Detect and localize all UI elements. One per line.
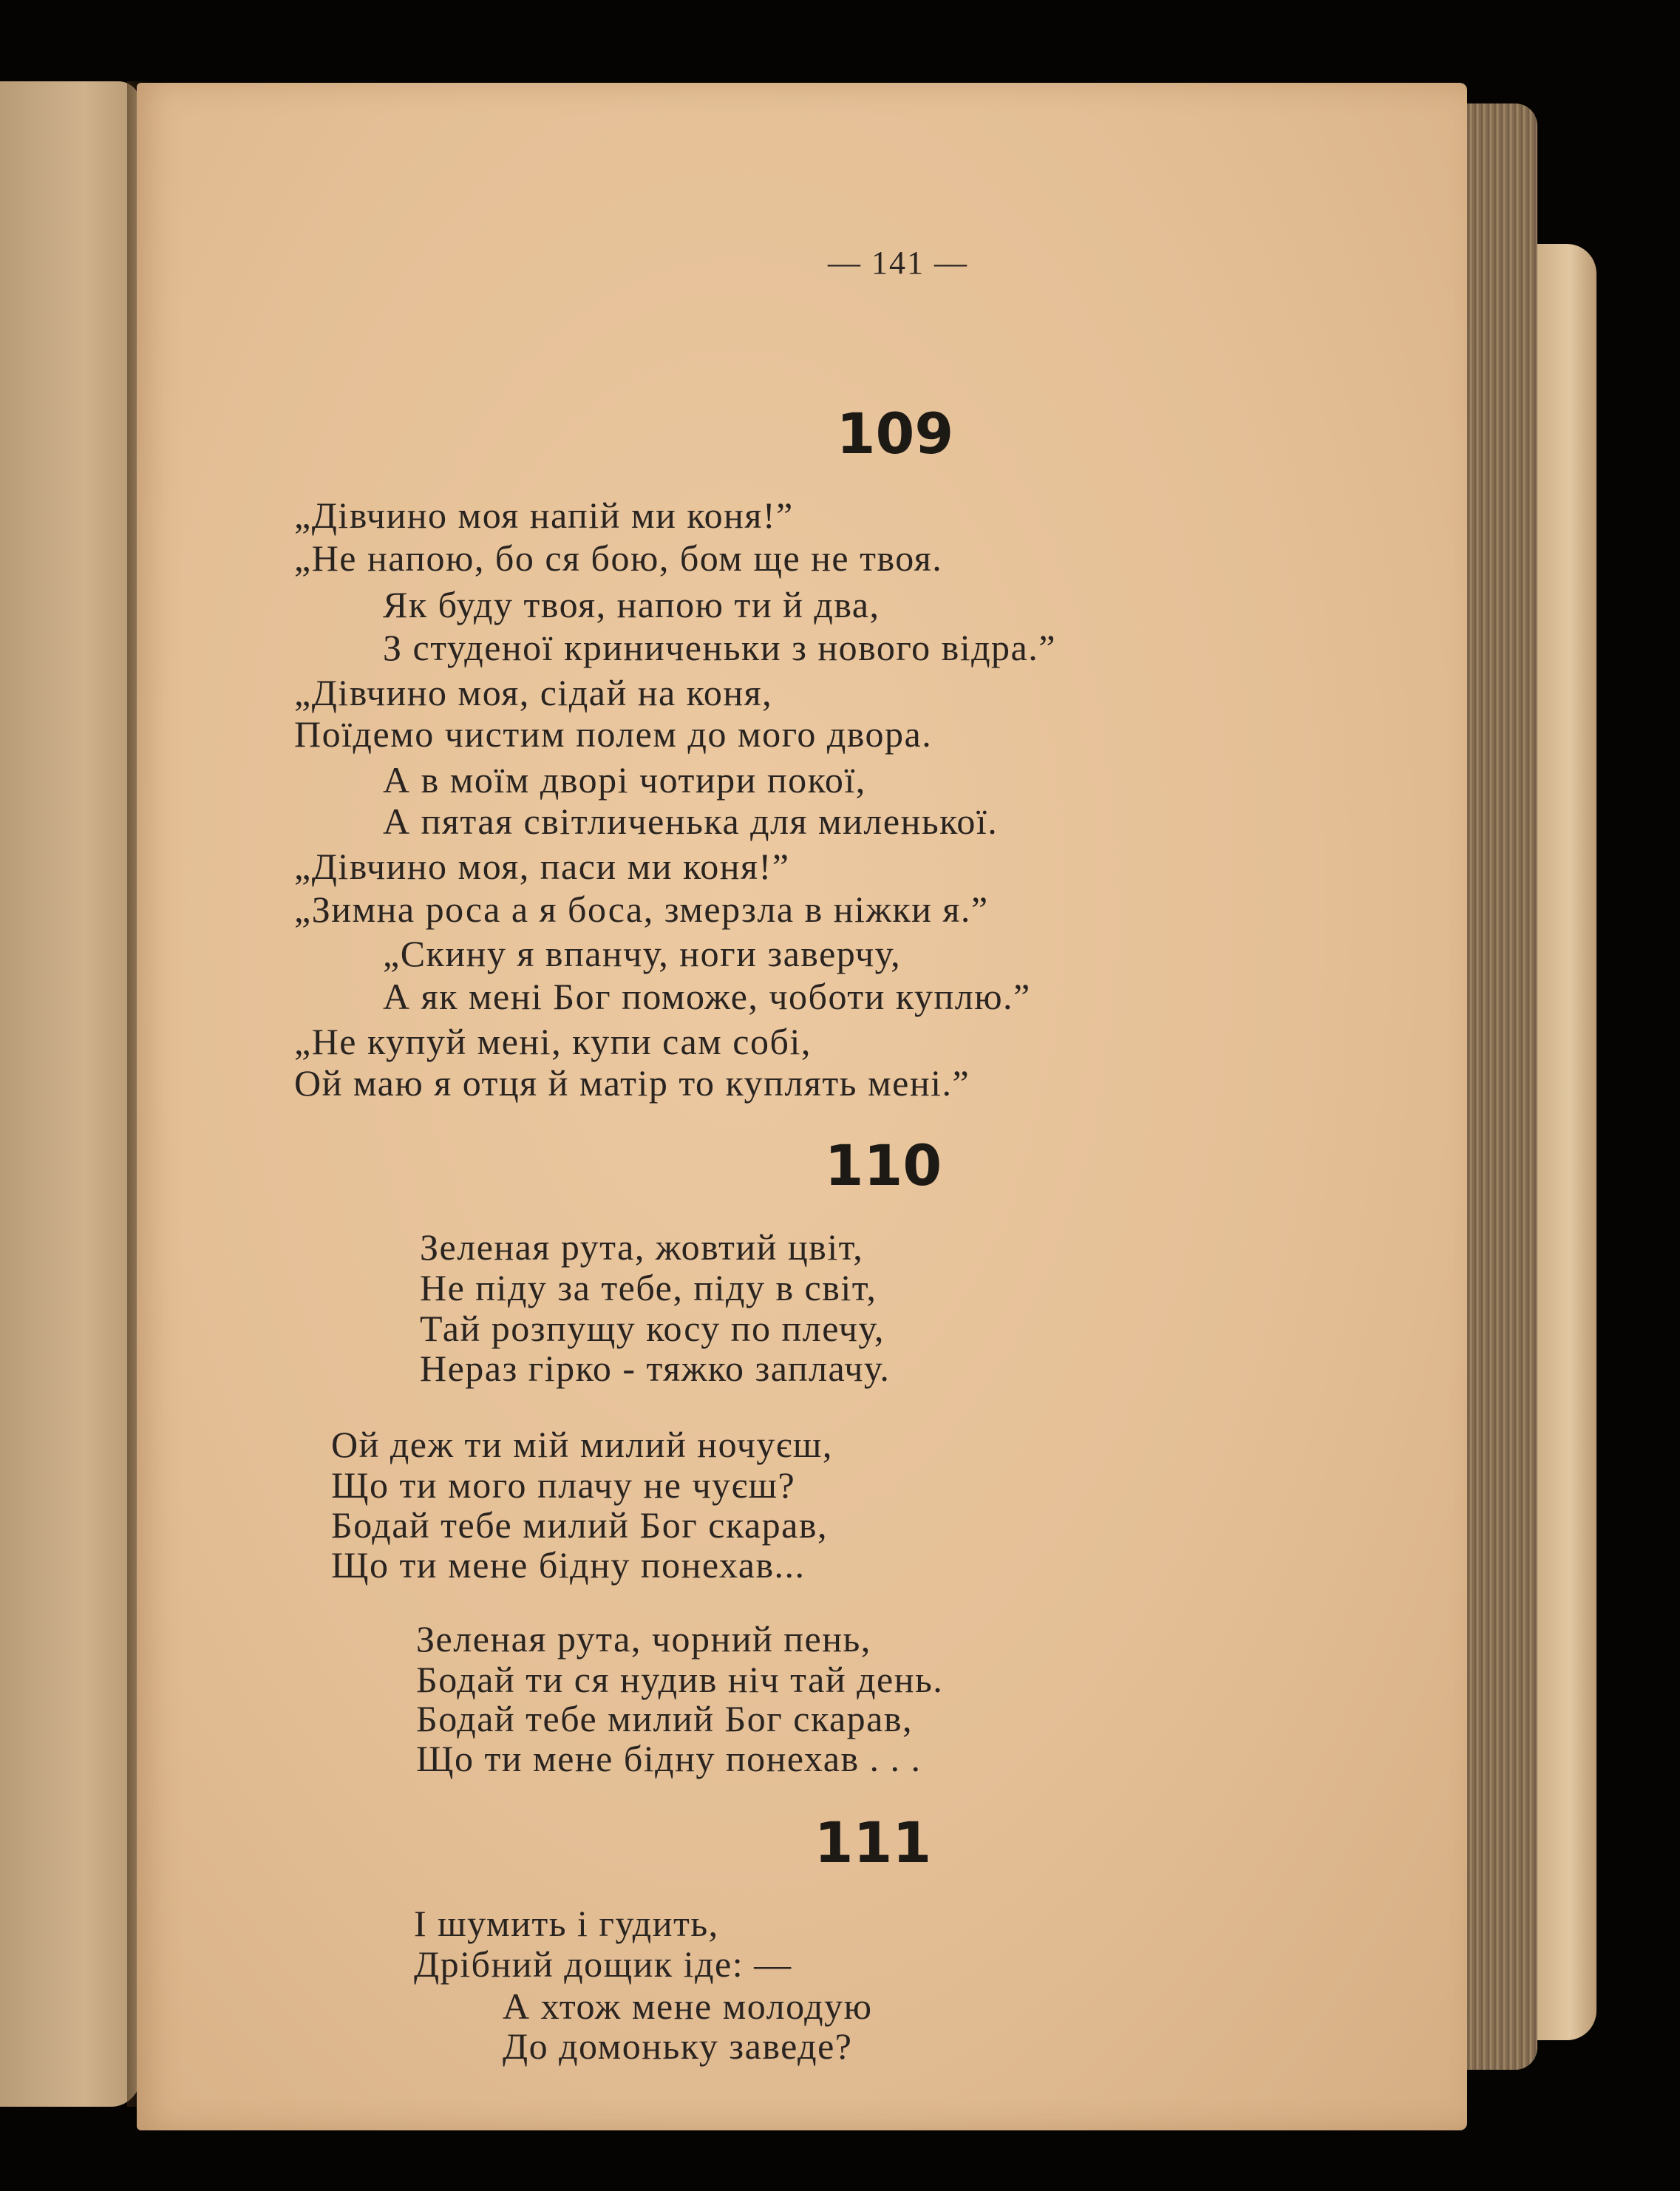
song-110-line: Ой деж ти мій милий ночуєш, [331, 1424, 833, 1465]
song-109-line: З студеної криниченьки з нового відра.” [383, 627, 1056, 668]
left-page-edge [0, 81, 140, 2107]
song-110-line: Що ти мого плачу не чуєш? [331, 1464, 796, 1506]
song-109-line: Ой маю я отця й матір то куплять мені.” [294, 1062, 970, 1104]
song-109-line: „Дівчино моя, паси ми коня!” [294, 846, 790, 887]
page-edge-outer [1530, 244, 1596, 2040]
song-109-line: „Не купуй мені, купи сам собі, [294, 1021, 812, 1062]
song-number-109: 109 [836, 401, 954, 466]
song-111-line: І шумить і гудить, [414, 1903, 719, 1944]
song-110-line: Тай розпущу косу по плечу, [420, 1308, 885, 1349]
song-109-line: А як мені Бог поможе, чоботи куплю.” [383, 976, 1031, 1017]
song-110-line: Нераз гірко - тяжко заплачу. [420, 1348, 891, 1389]
song-109-line: Як буду твоя, напою ти й два, [383, 584, 880, 625]
song-109-line: „Дівчино моя, сідай на коня, [294, 672, 773, 713]
song-109-line: „Зимна роса а я боса, змерзла в ніжки я.” [294, 889, 989, 930]
song-109-line: „Дівчино моя напій ми коня!” [294, 495, 794, 536]
song-111-line: До домоньку заведе? [503, 2025, 853, 2067]
song-109-line: Поїдемо чистим полем до мого двора. [294, 713, 933, 755]
song-109-line: А пятая світличенька для миленької. [383, 801, 999, 842]
song-110-line: Зеленая рута, жовтий цвіт, [420, 1226, 864, 1268]
song-111-line: Дрібний дощик іде: — [414, 1943, 792, 1985]
book-page [137, 83, 1467, 2130]
song-109-line: А в моїм дворі чотири покої, [383, 759, 866, 801]
song-110-line: Бодай тебе милий Бог скарав, [331, 1504, 828, 1546]
song-110-line: Що ти мене бідну понехав... [331, 1544, 806, 1586]
song-number-111: 111 [814, 1810, 932, 1875]
song-number-110: 110 [824, 1132, 942, 1198]
song-109-line: „Не напою, бо ся бою, бом ще не твоя. [294, 537, 943, 579]
song-110-line: Бодай тебе милий Бог скарав, [416, 1698, 913, 1739]
page-number: — 141 — [828, 245, 968, 281]
song-111-line: А хтож мене молодую [503, 1986, 873, 2027]
song-110-line: Зеленая рута, чорний пень, [416, 1618, 871, 1660]
song-110-line: Бодай ти ся нудив ніч тай день. [416, 1659, 944, 1700]
song-110-line: Не піду за тебе, піду в світ, [420, 1267, 877, 1308]
song-109-line: „Скину я впанчу, ноги заверчу, [383, 933, 902, 974]
song-110-line: Що ти мене бідну понехав . . . [416, 1738, 922, 1779]
page-text [137, 83, 1467, 2130]
